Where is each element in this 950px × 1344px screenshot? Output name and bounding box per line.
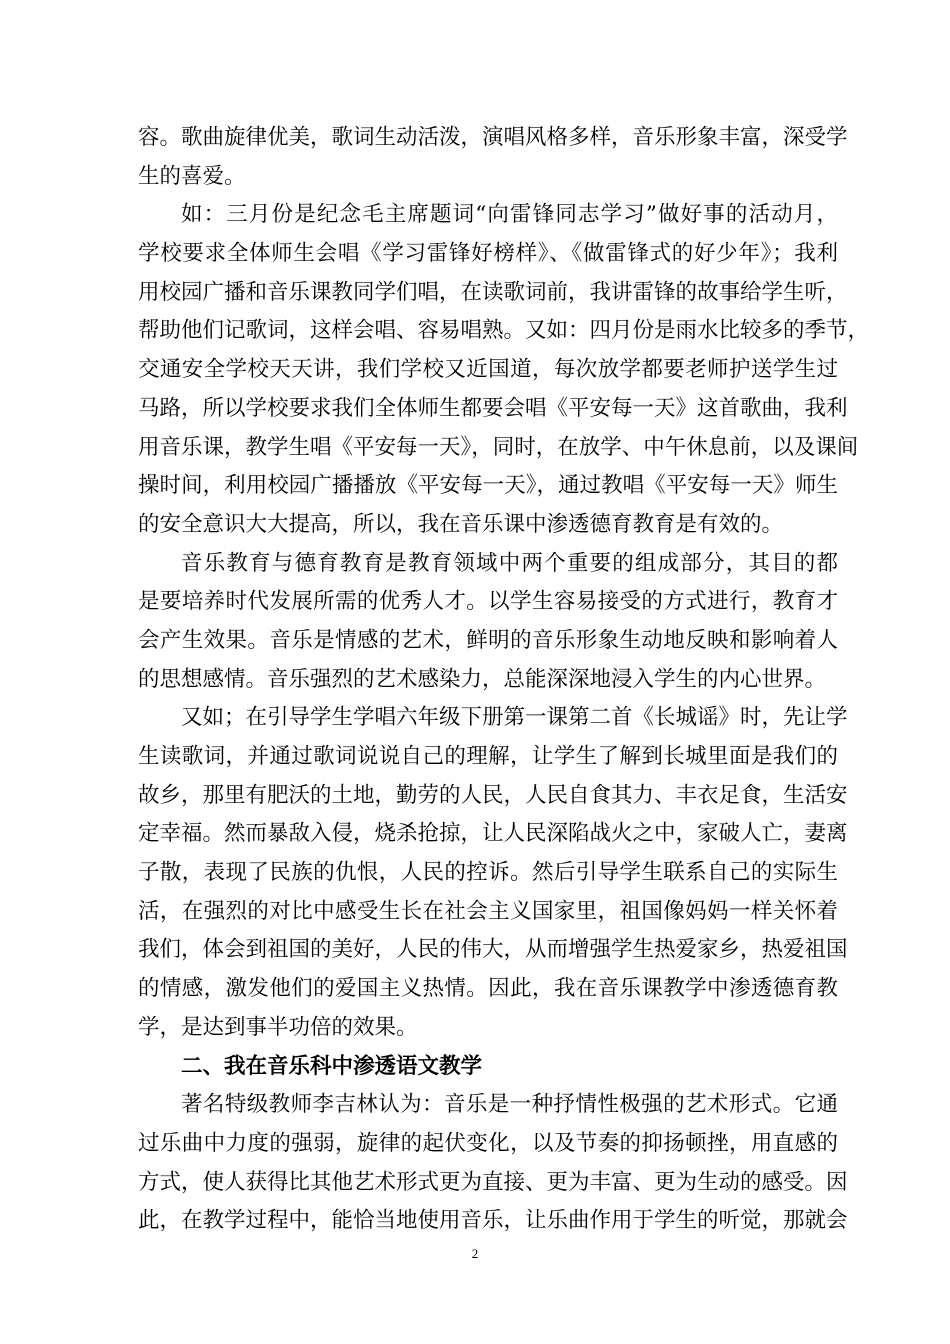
paragraph-line: 帮助他们记歌词，这样会唱、容易唱熟。又如：四月份是雨水比较多的季节， <box>138 318 870 344</box>
paragraph-line: 马路，所以学校要求我们全体师生都要会唱《平安每一天》这首歌曲，我利 <box>138 395 848 421</box>
paragraph-line: 交通安全学校天天讲，我们学校又近国道，每次放学都要老师护送学生过 <box>138 357 838 383</box>
paragraph-line: 此，在教学过程中，能恰当地使用音乐，让乐曲作用于学生的听觉，那就会 <box>138 1208 848 1234</box>
paragraph-line: 会产生效果。音乐是情感的艺术，鲜明的音乐形象生动地反映和影响着人 <box>138 627 838 653</box>
document-body <box>138 119 870 1241</box>
paragraph-line: 我们，体会到祖国的美好，人民的伟大，从而增强学生热爱家乡，热爱祖国 <box>138 937 848 963</box>
paragraph-line: 用音乐课，教学生唱《平安每一天》，同时，在放学、中午休息前，以及课间 <box>138 434 859 460</box>
paragraph-line: 故乡，那里有肥沃的土地，勤劳的人民，人民自食其力、丰衣足食，生活安 <box>138 782 848 808</box>
section-heading: 二、我在音乐科中渗透语文教学 <box>181 1053 483 1079</box>
page-number: 2 <box>471 1246 479 1261</box>
paragraph-line: 生读歌词，并通过歌词说说自己的理解，让学生了解到长城里面是我们的 <box>138 744 838 769</box>
paragraph-line: 如：三月份是纪念毛主席题词“向雷锋同志学习”做好事的活动月， <box>181 202 838 228</box>
paragraph-line: 学校要求全体师生会唱《学习雷锋好榜样》、《做雷锋式的好少年》；我利 <box>138 241 838 267</box>
paragraph-continuation-line: 生的喜爱。 <box>138 163 246 189</box>
paragraph-line: 过乐曲中力度的强弱，旋律的起伏变化，以及节奏的抑扬顿挫，用直感的 <box>138 1130 838 1156</box>
paragraph-line: 活，在强烈的对比中感受生长在社会主义国家里，祖国像妈妈一样关怀着 <box>138 898 838 924</box>
paragraph-continuation-line: 容。歌曲旋律优美，歌词生动活泼，演唱风格多样，音乐形象丰富，深受学 <box>138 125 848 150</box>
paragraph-line: 是要培养时代发展所需的优秀人才。以学生容易接受的方式进行，教育才 <box>138 589 838 615</box>
paragraph-line: 学，是达到事半功倍的效果。 <box>138 1014 418 1040</box>
paragraph-line: 的安全意识大大提高，所以，我在音乐课中渗透德育教育是有效的。 <box>138 511 784 537</box>
paragraph-line: 又如；在引导学生学唱六年级下册第一课第二首《长城谣》时，先让学 <box>181 705 848 731</box>
paragraph-line: 用校园广播和音乐课教同学们唱，在读歌词前，我讲雷锋的故事给学生听， <box>138 279 848 305</box>
paragraph-line: 子散，表现了民族的仇恨，人民的控诉。然后引导学生联系自己的实际生 <box>138 860 838 886</box>
paragraph-line: 定幸福。然而暴敌入侵，烧杀抢掠，让人民深陷战火之中，家破人亡，妻离 <box>138 821 848 847</box>
paragraph-line: 操时间，利用校园广播播放《平安每一天》，通过教唱《平安每一天》师生 <box>138 473 838 499</box>
paragraph-line: 著名特级教师李吉林认为：音乐是一种抒情性极强的艺术形式。它通 <box>181 1092 838 1118</box>
paragraph-line: 的情感，激发他们的爱国主义热情。因此，我在音乐课教学中渗透德育教 <box>138 976 838 1002</box>
paragraph-line: 音乐教育与德育教育是教育领域中两个重要的组成部分，其目的都 <box>181 550 838 576</box>
paragraph-line: 的思想感情。音乐强烈的艺术感染力，总能深深地浸入学生的内心世界。 <box>138 666 827 692</box>
paragraph-line: 方式，使人获得比其他艺术形式更为直接、更为丰富、更为生动的感受。因 <box>138 1169 848 1195</box>
